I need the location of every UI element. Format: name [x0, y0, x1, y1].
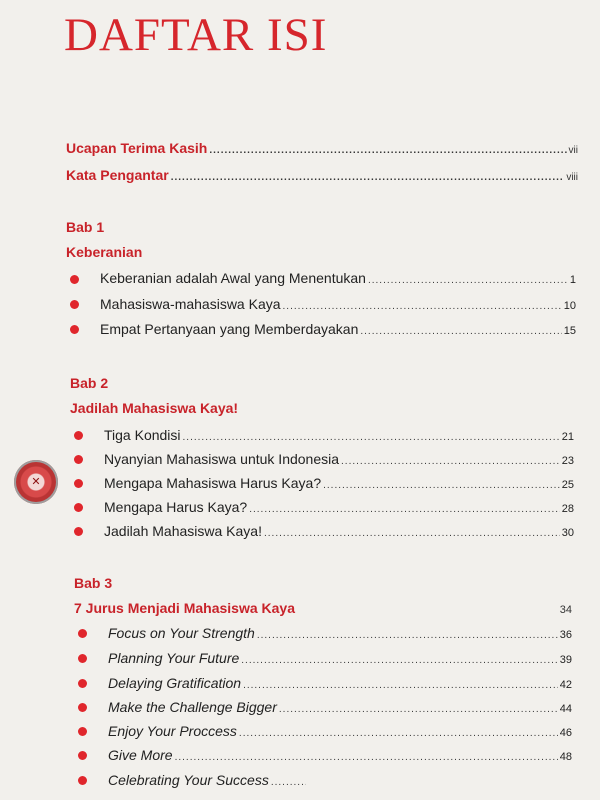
bullet-icon	[78, 727, 87, 736]
toc-page-number: 44	[559, 703, 572, 715]
toc-page-number: 28	[561, 503, 574, 515]
bullet-icon	[78, 751, 87, 760]
toc-entry[interactable]	[108, 723, 572, 739]
toc-entry-label: Tiga Kondisi	[104, 427, 181, 443]
toc-page-number: vii	[568, 145, 578, 156]
toc-entry-ucapan[interactable]	[66, 140, 578, 156]
toc-entry[interactable]	[108, 699, 572, 715]
leader-dots	[209, 145, 566, 156]
toc-page-number: 42	[559, 679, 572, 691]
toc-entry[interactable]	[104, 499, 574, 515]
toc-entry[interactable]	[108, 650, 572, 666]
bullet-icon	[78, 703, 87, 712]
bullet-icon	[70, 300, 79, 309]
toc-entry-label: Focus on Your Strength	[108, 625, 255, 641]
leader-dots	[368, 275, 568, 286]
leader-dots	[341, 456, 560, 467]
toc-page-number: 30	[561, 527, 574, 539]
toc-entry-label: Give More	[108, 747, 173, 763]
bullet-icon	[74, 431, 83, 440]
toc-page-number: 39	[559, 654, 572, 666]
toc-page-number: 10	[563, 300, 576, 312]
toc-page-number: viii	[566, 172, 578, 183]
leader-dots	[283, 301, 562, 312]
toc-page-number: 34	[559, 604, 572, 616]
toc-page-number: 21	[561, 431, 574, 443]
chapter-title: 7 Jurus Menjadi Mahasiswa Kaya	[74, 600, 295, 616]
page-title: DAFTAR ISI	[64, 9, 328, 61]
toc-page-number: 36	[559, 629, 572, 641]
bullet-icon	[74, 479, 83, 488]
leader-dots	[243, 680, 558, 691]
chapter-title[interactable]: Jadilah Mahasiswa Kaya!	[70, 400, 239, 416]
toc-entry-kata-pengantar[interactable]	[66, 167, 578, 183]
leader-dots	[171, 172, 565, 183]
bullet-icon	[70, 275, 79, 284]
toc-entry[interactable]	[104, 475, 574, 491]
leader-dots	[264, 528, 560, 539]
toc-entry[interactable]	[108, 675, 572, 691]
toc-entry[interactable]	[108, 747, 572, 763]
toc-entry[interactable]	[100, 270, 576, 286]
leader-dots	[279, 704, 558, 715]
toc-entry[interactable]	[104, 427, 574, 443]
toc-page-number: 15	[563, 325, 576, 337]
toc-entry[interactable]	[104, 523, 574, 539]
toc-entry-label: Make the Challenge Bigger	[108, 699, 277, 715]
toc-entry[interactable]	[100, 321, 576, 337]
chapter-label: Bab 2	[70, 375, 109, 391]
leader-dots	[271, 777, 306, 788]
bullet-icon	[74, 503, 83, 512]
leader-dots	[183, 432, 560, 443]
toc-page-number: 1	[569, 274, 576, 286]
leader-dots	[241, 655, 557, 666]
toc-entry[interactable]	[108, 625, 572, 641]
toc-entry-label: Kata Pengantar	[66, 167, 169, 183]
toc-entry-label: Nyanyian Mahasiswa untuk Indonesia	[104, 451, 340, 467]
toc-entry-label: Keberanian adalah Awal yang Menentukan	[100, 270, 366, 286]
toc-entry-label: Celebrating Your Success	[108, 772, 269, 788]
bullet-icon	[74, 527, 83, 536]
leader-dots	[323, 480, 560, 491]
toc-entry-label: Enjoy Your Proccess	[108, 723, 237, 739]
toc-entry-label: Ucapan Terima Kasih	[66, 140, 208, 156]
bullet-icon	[70, 325, 79, 334]
emblem-mark-icon: ✕	[31, 476, 41, 488]
leader-dots	[360, 326, 561, 337]
toc-entry[interactable]	[100, 296, 576, 312]
toc-entry-label: Delaying Gratification	[108, 675, 242, 691]
chapter-title[interactable]: Keberanian	[66, 244, 143, 260]
leader-dots	[249, 504, 560, 515]
toc-page-number: 25	[561, 479, 574, 491]
toc-entry-label: Mengapa Mahasiswa Harus Kaya?	[104, 475, 322, 491]
toc-entry[interactable]	[104, 451, 574, 467]
toc-page-number: 48	[559, 751, 572, 763]
toc-entry[interactable]	[108, 772, 308, 788]
toc-page-number: 46	[559, 727, 572, 739]
chapter-label: Bab 3	[74, 575, 113, 591]
chapter-title-row[interactable]	[74, 600, 572, 616]
toc-entry-label: Planning Your Future	[108, 650, 240, 666]
toc-entry-label: Mahasiswa-mahasiswa Kaya	[100, 296, 281, 312]
leader-dots	[257, 630, 558, 641]
bullet-icon	[74, 455, 83, 464]
toc-entry-label: Mengapa Harus Kaya?	[104, 499, 248, 515]
bullet-icon	[78, 629, 87, 638]
bullet-icon	[78, 654, 87, 663]
toc-entry-label: Jadilah Mahasiswa Kaya!	[104, 523, 262, 539]
chapter-label: Bab 1	[66, 219, 105, 235]
leader-dots	[239, 728, 558, 739]
toc-entry-label: Empat Pertanyaan yang Memberdayakan	[100, 321, 359, 337]
leader-dots	[175, 752, 558, 763]
toc-page-number: 23	[561, 455, 574, 467]
bullet-icon	[78, 679, 87, 688]
bullet-icon	[78, 776, 87, 785]
